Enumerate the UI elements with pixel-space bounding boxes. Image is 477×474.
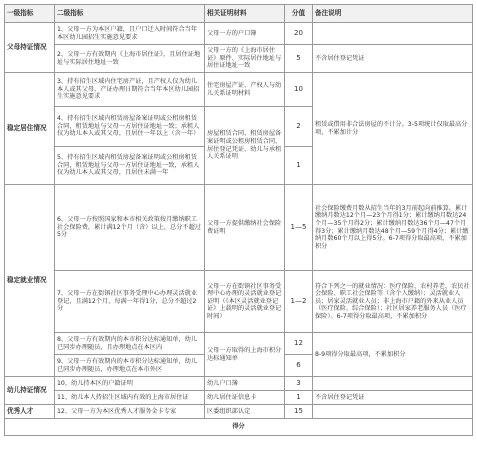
table-row xyxy=(5,333,473,355)
category-talent: 优秀人才 xyxy=(5,405,55,419)
score-value: 1 xyxy=(285,147,313,185)
score-value: 20 xyxy=(285,23,313,45)
score-value: 12 xyxy=(285,333,313,355)
category-stable-employment: 稳定就业情况 xyxy=(5,185,55,377)
item-text: 10、幼儿持本区的户籍证明 xyxy=(55,377,205,391)
item-text: 11、幼儿本人持招生区域内有效的上海市居住证 xyxy=(55,391,205,405)
note-text xyxy=(313,23,473,45)
score-value: 1—2 xyxy=(285,271,313,333)
score-value: 5 xyxy=(285,45,313,73)
note-text: 符合下列之一的就业情况：医疗保险、农村养老、农民社会保险、职工社会保险等（含个人缴纳）；灵活就业人员；居家灵活就业人员；非上海市户籍的外来从业人员（医疗保险、综合保险）；社区居家养老服务人员（医疗保险）。6-7项得分取最高项，不累加积分 xyxy=(313,271,473,333)
table-row xyxy=(5,271,473,333)
table-row xyxy=(5,45,473,73)
item-text: 9、父母一方有效期内的本市积分达标通知单，幼儿已同步办理随员，办理地点在本市外区 xyxy=(55,355,205,377)
category-parents-residence: 父母持证情况 xyxy=(5,23,55,73)
item-text: 6、父母一方按照国家和本市相关政策按月缴纳职工社会保险费，累计满12个月（含）以上，总分不超过5分 xyxy=(55,185,205,271)
table-row xyxy=(5,185,473,271)
proof-text: 房屋租赁合同、租赁房屋备案证明或公租房租赁合同、居住登记凭证、幼儿与承租人关系证明 xyxy=(205,107,285,185)
proof-text: 区委组织部认定 xyxy=(205,405,285,419)
item-text: 8、父母一方有效期内的本市积分达标通知单，幼儿已同步办理随员，且办理地点在本区内 xyxy=(55,333,205,355)
table-row xyxy=(5,405,473,419)
note-text: 社会保险缴费月数从招生当年的3月前起向前推算。累计缴纳月数达12个月—23个月得1分；累计缴纳月数达24个月—35个月得2分；累计缴纳月数达36个月—47个月得3分；累计缴纳月数达48个月—59个月得4分；累计缴纳月数60个月以上得5分。6-7项得分取最高项，不累加积分 xyxy=(313,185,473,271)
item-text: 4、持有招生区域内租赁房屋备案证明或公租房租赁合同，租赁地址与父母一方居住证地址一致；承租人仅为幼儿本人或其父母，且居住一年以上（含一年） xyxy=(55,107,205,147)
item-text: 5、持有招生区域内租赁房屋备案证明或公租房租赁合同，租赁地址与父母一方居住证地址一致，承租人仅为幼儿本人或其父母，且居住未满一年 xyxy=(55,147,205,185)
proof-text: 父母一方的《上海市居住证》原件、实际居住地址与居住证地址一致 xyxy=(205,45,285,73)
table-row xyxy=(5,23,473,45)
header-level2: 二级指标 xyxy=(55,5,205,23)
score-value: 6 xyxy=(285,355,313,377)
proof-text: 父母一方在街镇社区事务受理中心办理的灵活就业登记证明（《本区灵活就业登记证》上载明的灵活就业登记时间） xyxy=(205,271,285,333)
total-row xyxy=(5,419,473,436)
header-score: 分值 xyxy=(285,5,313,23)
header-proof: 相关证明材料 xyxy=(205,5,285,23)
note-text xyxy=(313,405,473,419)
note-text: 租赁或借用非合法房屋的不计分。3-5项统计仅取最高分项，不累加计分 xyxy=(313,73,473,185)
score-value: 1 xyxy=(285,391,313,405)
header-level1: 一级指标 xyxy=(5,5,55,23)
score-value: 1—5 xyxy=(285,185,313,271)
proof-text: 父母一方提供缴纳社会保险费证明 xyxy=(205,185,285,271)
note-text xyxy=(313,377,473,391)
item-text: 2、父母一方有效期内《上海市居住证》，且居住证地址与实际居住地址一致 xyxy=(55,45,205,73)
score-value: 15 xyxy=(285,405,313,419)
note-text: 不含居住登记凭证 xyxy=(313,45,473,73)
note-text: 不含居住登记凭证 xyxy=(313,391,473,405)
item-text: 1、父母一方为本区户籍，且户口迁入时间符合当年本区幼儿园招生实施意见要求 xyxy=(55,23,205,45)
table-row xyxy=(5,73,473,107)
category-stable-residence: 稳定居住情况 xyxy=(5,73,55,185)
table-row xyxy=(5,377,473,391)
score-value: 10 xyxy=(285,73,313,107)
item-text: 7、父母一方在街镇社区事务受理中心办理灵活就业登记，且满12个月，每满一年得1分，总分不超过2分 xyxy=(55,271,205,333)
score-value: 2 xyxy=(285,107,313,147)
item-text: 3、持有招生区域内住宅房产证，且产权人仅为幼儿本人或其父母，产证办理日期符合当年本区幼儿园招生实施意见要求 xyxy=(55,73,205,107)
table-header-row xyxy=(5,5,473,23)
note-text: 8-9项得分取最高项，不累加积分 xyxy=(313,333,473,377)
proof-text: 父母一方的户口簿 xyxy=(205,23,285,45)
score-value: 3 xyxy=(285,377,313,391)
proof-text: 幼儿居住证信息卡 xyxy=(205,391,285,405)
category-child-residence: 幼儿持证情况 xyxy=(5,377,55,405)
proof-text: 父母一方取得的上海市积分达标通知单 xyxy=(205,333,285,377)
policy-score-document xyxy=(4,4,472,469)
table-row xyxy=(5,391,473,405)
item-text: 12、父母一方为本区优秀人才服务金卡专家 xyxy=(55,405,205,419)
total-label: 得分 xyxy=(5,419,473,436)
header-note: 备注说明 xyxy=(313,5,473,23)
proof-text: 幼儿户口簿 xyxy=(205,377,285,391)
score-table xyxy=(4,4,473,436)
proof-text: 住宅房屋产证、产权人与幼儿关系证明材料 xyxy=(205,73,285,107)
